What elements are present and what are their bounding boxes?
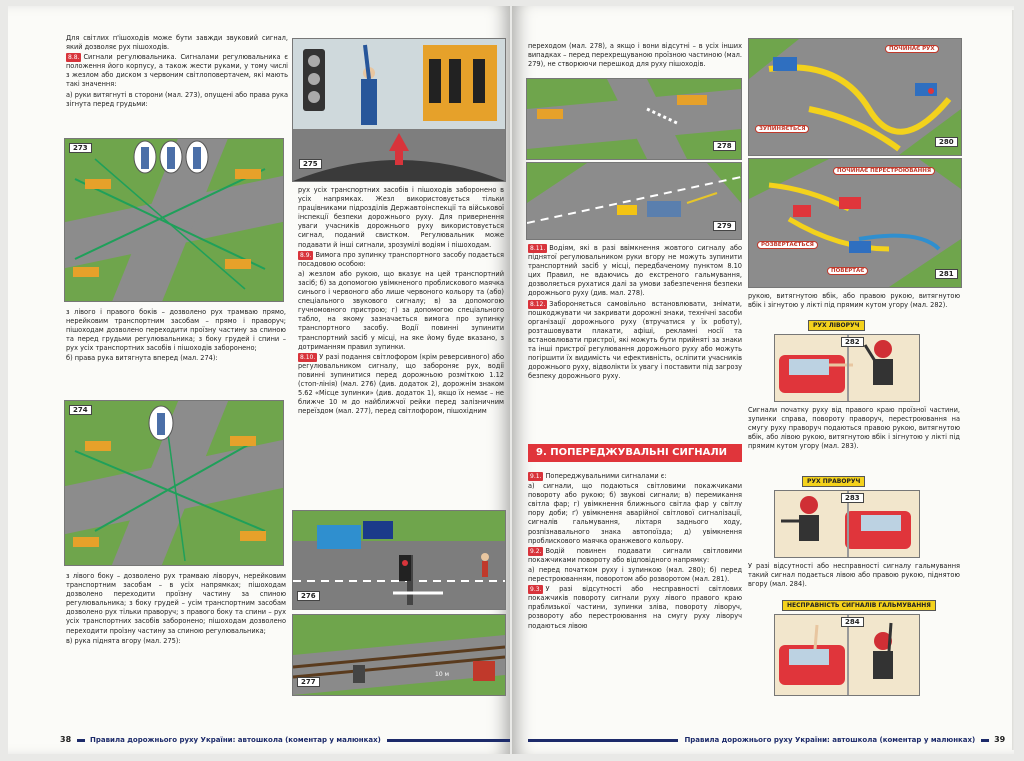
figure-276: [292, 510, 506, 610]
figure-274: [64, 400, 284, 566]
page-edge: [1012, 10, 1014, 750]
figure-284-label: 284: [841, 617, 864, 627]
figure-274-arrows: [65, 401, 283, 565]
figure-277-label: 277: [297, 677, 320, 687]
figure-284: [774, 614, 920, 696]
figure-280-scene: [749, 39, 961, 155]
paragraph-9-3-text: У разі відсутності або несправності світлових покажчиків повороту сигнали руху лівого правого краю праблизької частини, зупинки зліва, повороту ліворуч, розвороту або перестроювання на смугу руху ліворуч подаються лівою: [528, 585, 742, 630]
left-text-col-bottom: [66, 572, 286, 647]
item-b: б) права рука витягнута вперед (мал. 274):: [66, 354, 218, 363]
figure-283-label: 283: [841, 493, 864, 503]
clause-9-1-badge: 9.1.: [530, 473, 542, 480]
figure-280-label: 280: [935, 137, 958, 147]
figure-278: [526, 78, 742, 160]
right-text-col1-bottom: [528, 472, 742, 632]
col-left-bottom-text: з лівого боку – дозволено рух трамваю ліворуч, нерейковим транспортним засобам – в усіх напрямках; пішоходам дозволено переходити проїзну частину за спиною регулювальника; з боку грудей – усім транспортним засобам дозволено рух тільки праворуч; з правого боку та спини – рух усіх транспортних засобів заборонено; пішоходам дозволено переходити проїзну частину за спиною регулювальника;: [66, 572, 286, 635]
right-page-number: 39: [994, 735, 1006, 744]
paragraph-8-9-text: Вимога про зупинку транспортного засобу подається посадовою особою:: [298, 250, 504, 268]
figure-279-scene: [527, 163, 741, 239]
paragraph-9-1: [528, 472, 742, 481]
col2-a-text: рукою, витягнутою вбік, або правою рукою, витягнутою вбік і зігнутою у лікті під прямим кутом угору (мал. 282).: [748, 292, 960, 310]
clause-8-10-badge: 8.10.: [300, 353, 316, 361]
paragraph-9-2: [528, 547, 742, 565]
label-lane-change: ПОЧИНАЄ ПЕРЕСТРОЮВАННЯ: [833, 167, 935, 175]
figure-275-label: 275: [299, 159, 322, 169]
paragraph-9-3: [528, 585, 742, 630]
items-9-1: а) сигнали, що подаються світловими покажчиками повороту або рукою; б) звукові сигнали; в) перемикання світла фар; г) увімкнення ближнього світла фар у світлу пору доби; ґ) увімкнення аварійної світлової сигналізації, сигналів гальмування, ліхтаря заднього ходу, розпізнавального знака автопоїзда; д) увімкнення проблискового маячка оранжевого кольору.: [528, 482, 742, 545]
left-page-number: 38: [60, 735, 72, 744]
right-footer-title: Правила дорожнього руху України: автошкола (коментар у малюнках): [684, 736, 976, 744]
paragraph-9-1-text: Попереджувальними сигналами є:: [545, 472, 667, 480]
left-footer-bar-short: [77, 739, 85, 742]
banner-brake-fault: НЕСПРАВНІСТЬ СИГНАЛІВ ГАЛЬМУВАННЯ: [782, 600, 936, 611]
banner-move-right: РУХ ПРАВОРУЧ: [802, 476, 865, 487]
col-right-top-text: рух усіх транспортних засобів і пішоходів заборонено в усіх напрямках. Жезл використовується тільки працівниками підрозділів Державтоінспекції та військової інспекції безпеки дорожнього руху. Для привернення уваги учасників дорожнього руху використовується сигнал, поданий свистком. Регулювальник може подавати й інші сигнали, зрозумілі водіям і пішоходам.: [298, 186, 504, 249]
label-u-turn: РОЗВЕРТАЄТЬСЯ: [757, 241, 818, 249]
paragraph-8-12: [528, 300, 742, 382]
paragraph-8-9: [298, 251, 504, 269]
paragraph-9-2-text: Водій повинен подавати сигнали світловими покажчиками повороту або відповідного напрямку:: [528, 546, 742, 564]
label-stopping: ЗУПИНЯЄТЬСЯ: [755, 125, 809, 133]
right-page-footer: [528, 735, 1005, 744]
left-page: [8, 6, 510, 754]
figure-276-scene: [293, 511, 505, 609]
right-top-text: переходом (мал. 278), а якщо і вони відсутні – в усіх інших випадках – перед перехрещуваною проїзною частиною (мал. 279), не створюючи перешкод для руху пішоходів.: [528, 42, 742, 69]
figure-283: [774, 490, 920, 558]
figure-281: [748, 158, 962, 288]
items-8-9: а) жезлом або рукою, що вказує на цей транспортний засіб; б) за допомогою увімкненого проблискового маячка синього і червоного або лише червоного кольору та (або) спеціального звукового сигналу; в) за допомогою гучномовного пристрою; г) за допомогою спеціального табло, на якому зазначається вимога про зупинку транспортного засобу. Водії повинні зупинити транспортний засіб у місці, на яке йому буде вказано, з дотриманням правил зупинки.: [298, 269, 504, 351]
figure-284-scene: [775, 615, 919, 695]
item-c: в) рука піднята вгору (мал. 275):: [66, 636, 181, 645]
figure-280: [748, 38, 962, 156]
figure-275-scene: [293, 39, 505, 181]
clause-9-2-badge: 9.2.: [530, 547, 542, 555]
figure-279: [526, 162, 742, 240]
right-footer-bar-long: [528, 739, 678, 742]
figure-273-label: 273: [69, 143, 92, 153]
distance-label: 10 м: [435, 671, 450, 678]
clause-9-3-badge: 9.3.: [530, 586, 542, 594]
paragraph-8-10-text: У разі подання світлофором (крім реверсивного) або регулювальником сигналу, що забороняє рух, водії повинні зупинитися перед дорожньою розміткою 1.12 (стоп-лінія) (мал. 276) (див. додаток 2), дорожнім знаком 5.62 «Місце зупинки» (див. додаток 1), якщо їх немає – не ближче 10 м до найближчої рейки перед залізничним переїздом (мал. 277), перед світлофором, пішохідним: [298, 352, 504, 416]
left-text-col-right: [298, 186, 504, 417]
figure-277: [292, 614, 506, 696]
left-text-col-mid: [66, 308, 286, 365]
label-turning: ПОВЕРТАЄ: [827, 267, 868, 275]
clause-8-12-badge: 8.12.: [530, 300, 546, 308]
paragraph-8-11-text: Водіям, які в разі ввімкнення жовтого сигналу або піднятої регулювальником руки вгору не можуть зупинити транспортний засіб у місці, передбаченому пунктом 8.10 цих Правил, не вдаючись до екстреного гальмування, дозволяється рухатися далі за умови забезпечення безпеки дорожнього руху (див. мал. 278).: [528, 244, 742, 298]
figure-281-label: 281: [935, 269, 958, 279]
right-text-col2-a: [748, 292, 960, 311]
figure-273: [64, 138, 284, 302]
right-text-top: [528, 42, 742, 70]
figure-277-scene: [293, 615, 505, 695]
banner-move-left: РУХ ЛІВОРУЧ: [808, 320, 865, 331]
paragraph-8-10: [298, 353, 504, 417]
figure-275: [292, 38, 506, 182]
right-text-col2-c: [748, 562, 960, 590]
left-text-col-top: [66, 34, 288, 110]
right-page: [512, 6, 1014, 754]
col-left-mid-text: з лівого і правого боків – дозволено рух трамваю прямо, нерейковим транспортним засобам – прямо і праворуч; пішоходам дозволено переходити проїзну частину за спиною та перед грудьми регулювальника; з боку грудей і спини – рух усіх транспортних засобів і пішоходів заборонено;: [66, 308, 286, 353]
paragraph-8-8-text: Сигнали регулювальника. Сигналами регулювальника є положення його корпусу, а також жести руками, у тому числі з жезлом або диском з червоним світлоповертачем, які мають такі значення:: [66, 53, 288, 89]
figure-276-label: 276: [297, 591, 320, 601]
label-starts-moving: ПОЧИНАЄ РУХ: [885, 45, 939, 53]
left-footer-bar-long: [387, 739, 510, 742]
right-text-col2-b: [748, 406, 960, 452]
left-page-footer: [60, 735, 510, 744]
paragraph-8-12-text: Забороняється самовільно встановлювати, знімати, пошкоджувати чи закривати дорожні знаки, технічні засоби організації дорожнього руху (втручатися у їх роботу), розташовувати плакати, афіші, рекламні носії та встановлювати пристрої, які можуть бути прийняті за знаки та інші пристрої регулювання дорожнього руху або можуть погіршити їх видимість чи ефективність, осліпити учасників дорожнього руху, відволікти їх увагу і поставити під загрозу безпеку дорожнього руху.: [528, 299, 742, 381]
figure-278-scene: [527, 79, 741, 159]
right-footer-bar-short: [981, 739, 989, 742]
clause-8-11-badge: 8.11.: [530, 245, 546, 252]
figure-282-label: 282: [841, 337, 864, 347]
clause-8-8-badge: 8.8.: [68, 54, 80, 62]
item-a: а) руки витягнуті в сторони (мал. 273), опущені або права рука зігнута перед грудьми:: [66, 90, 288, 108]
clause-8-9-badge: 8.9.: [300, 251, 312, 259]
left-footer-title: Правила дорожнього руху України: автошкола (коментар у малюнках): [90, 736, 381, 744]
figure-273-officer-icons: [65, 139, 283, 179]
figure-274-label: 274: [69, 405, 92, 415]
book-spread: [8, 6, 1014, 754]
figure-278-label: 278: [713, 141, 736, 151]
paragraph-8-8: [66, 53, 288, 89]
paragraph-8-11: [528, 244, 742, 299]
section-9-heading: 9. ПОПЕРЕДЖУВАЛЬНІ СИГНАЛИ: [528, 444, 742, 462]
figure-282: [774, 334, 920, 402]
intro-text: Для світлих п'ішоходів може бути завжди звуковий сигнал, який дозволяє рух пішоходів.: [66, 34, 288, 52]
col2-c-text: У разі відсутності або несправності сигналу гальмування такий сигнал подається лівою або правою рукою, піднятою вгору (мал. 284).: [748, 562, 960, 589]
items-9-2: а) перед початком руху і зупинкою (мал. 280); б) перед перестроюванням, поворотом або розворотом (мал. 281).: [528, 565, 742, 584]
figure-279-label: 279: [713, 221, 736, 231]
col2-b-text: Сигнали початку руху від правого краю проїзної частини, зупинки справа, повороту праворуч, перестроювання на смугу руху праворуч подаються правою рукою, витягнутою вбік, або лівою рукою, витягнутою вбік і зігнутою у лікті під прямим кутом угору (мал. 283).: [748, 406, 960, 451]
right-text-col1: [528, 244, 742, 382]
